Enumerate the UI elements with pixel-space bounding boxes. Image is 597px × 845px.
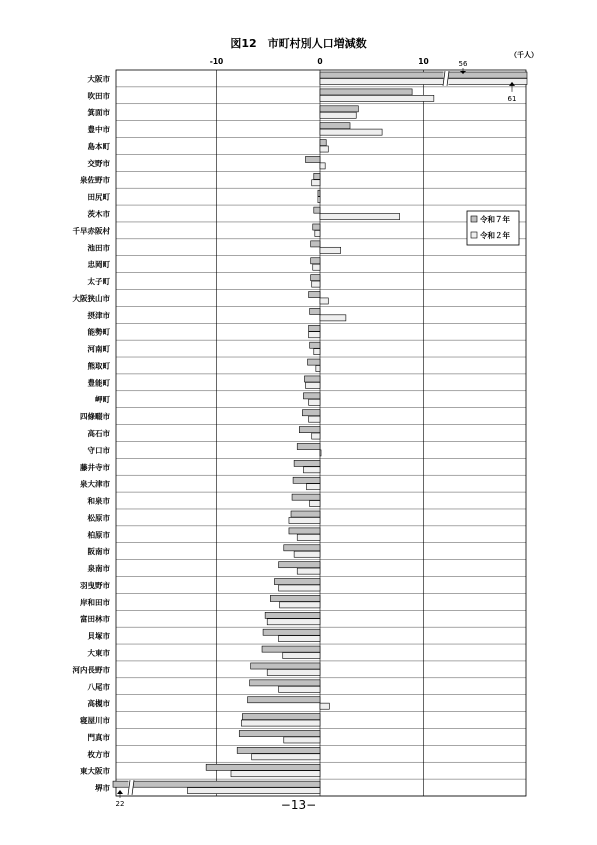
category-label: 東大阪市	[80, 766, 110, 776]
category-label: 大阪狭山市	[72, 293, 110, 303]
category-label: 阪南市	[87, 547, 110, 557]
category-label: 熊取町	[87, 361, 110, 371]
bar-r7	[320, 89, 412, 95]
category-label: 八尾市	[87, 682, 110, 692]
bar-r7	[314, 173, 320, 179]
category-label: 大東市	[87, 648, 110, 658]
bar-r2	[320, 95, 434, 101]
category-label: 高石市	[87, 429, 110, 438]
bar-r2	[312, 180, 320, 186]
category-label: 四條畷市	[80, 412, 110, 422]
bar-r7	[284, 545, 320, 551]
category-label: 吹田市	[87, 91, 110, 101]
bar-r2	[320, 163, 325, 169]
bar-r2	[310, 501, 320, 507]
category-label: 羽曳野市	[80, 580, 110, 590]
bar-r7	[270, 595, 320, 601]
bar-r2	[267, 619, 320, 625]
bar-r2	[316, 365, 320, 371]
bar-r2	[279, 686, 320, 692]
x-tick-label: 10	[418, 57, 429, 66]
bar-r2	[297, 568, 320, 574]
bar-r7	[309, 292, 320, 298]
bar-r7	[304, 376, 320, 382]
bar-r2	[312, 281, 320, 287]
category-label: 田尻町	[87, 192, 110, 202]
bar-r7	[289, 528, 320, 534]
bar-r7	[291, 511, 320, 517]
category-label: 柏原市	[87, 530, 110, 540]
bar-r7	[302, 410, 320, 416]
category-label: 忠岡町	[87, 260, 110, 270]
category-label: 岸和田市	[80, 597, 110, 607]
bar-r7	[308, 359, 320, 365]
bar-r7	[311, 241, 320, 247]
bar-r2	[280, 602, 320, 608]
page-number: −13−	[280, 798, 317, 812]
bar-r7	[303, 393, 320, 399]
annotation-label: 56	[458, 60, 468, 68]
category-label: 門真市	[87, 732, 110, 742]
category-label: 島本町	[87, 141, 110, 151]
bar-r2	[320, 146, 328, 152]
bar-r2	[303, 467, 320, 473]
bar-r7	[311, 258, 320, 264]
category-label: 能勢町	[87, 327, 110, 337]
category-label: 岬町	[95, 395, 110, 405]
bar-r2	[315, 230, 320, 236]
bar-r7	[274, 579, 320, 585]
category-label: 泉佐野市	[80, 175, 110, 185]
bar-r7	[239, 730, 320, 736]
bar-r2	[283, 652, 320, 658]
category-label: 堺市	[95, 783, 110, 793]
category-label: 枚方市	[87, 749, 110, 759]
bar-r7	[206, 764, 320, 770]
bar-r7	[242, 714, 320, 720]
bar-r2	[313, 264, 320, 270]
category-label: 摂津市	[87, 310, 110, 320]
bar-r7	[294, 460, 320, 466]
bar-r2	[320, 112, 356, 118]
category-label: 松原市	[87, 513, 110, 523]
bar-r7	[297, 443, 320, 449]
chart-title: 図12 市町村別人口増減数	[230, 37, 367, 50]
category-label: 交野市	[87, 158, 110, 168]
bar-r7	[310, 308, 320, 314]
bar-r2	[279, 585, 320, 591]
x-tick-label: 0	[317, 57, 323, 66]
bar-r2	[312, 433, 320, 439]
category-label: 太子町	[87, 277, 110, 287]
bar-r2	[188, 788, 320, 794]
category-label: 泉南市	[87, 564, 110, 574]
category-label: 守口市	[87, 445, 110, 455]
bar-r2	[318, 197, 320, 203]
bar-r7	[299, 427, 320, 433]
category-label: 寝屋川市	[80, 716, 110, 726]
legend-swatch	[471, 232, 477, 238]
bar-r2	[289, 517, 320, 523]
bar-r7	[262, 646, 320, 652]
bar-r7	[251, 663, 320, 669]
bar-r2	[252, 754, 320, 760]
bar-r2	[267, 669, 320, 675]
bar-r7	[113, 781, 320, 787]
bar-r7	[279, 562, 320, 568]
bar-r7	[318, 190, 320, 196]
category-label: 貝塚市	[87, 631, 110, 641]
category-label: 茨木市	[87, 209, 110, 219]
bar-r2	[320, 703, 329, 709]
bar-r2	[320, 78, 527, 84]
legend-label: 令和７年	[480, 215, 510, 224]
legend-label: 令和２年	[480, 231, 510, 240]
bar-r2	[309, 332, 320, 338]
bar-r2	[314, 349, 320, 355]
category-label: 豊能町	[87, 378, 110, 388]
bar-r7	[313, 224, 320, 230]
bar-r2	[306, 382, 320, 388]
bar-r7	[320, 72, 527, 78]
category-label: 藤井寺市	[80, 462, 110, 472]
bar-r7	[265, 612, 320, 618]
bar-r2	[320, 450, 321, 456]
category-label: 高槻市	[87, 699, 110, 709]
bar-r7	[306, 156, 320, 162]
bar-r7	[248, 697, 320, 703]
category-label: 泉大津市	[80, 479, 110, 489]
category-label: 箕面市	[87, 108, 110, 118]
bar-r2	[320, 214, 400, 220]
annotation-label: 22	[115, 800, 125, 808]
bar-r7	[309, 325, 320, 331]
plot-frame	[116, 70, 526, 796]
legend-swatch	[471, 216, 477, 222]
bar-r7	[320, 123, 350, 129]
bar-r7	[320, 106, 358, 112]
bar-r2	[279, 636, 320, 642]
bar-r7	[292, 494, 320, 500]
category-label: 河内長野市	[72, 665, 110, 675]
bar-r7	[237, 747, 320, 753]
bar-r2	[294, 551, 320, 557]
bar-r2	[309, 399, 320, 405]
bar-r2	[320, 129, 382, 135]
bar-r7	[293, 477, 320, 483]
bar-r2	[309, 416, 320, 422]
bar-r2	[320, 315, 346, 321]
bar-r7	[314, 207, 320, 213]
category-label: 河南町	[87, 344, 110, 354]
bar-r2	[320, 298, 328, 304]
category-label: 和泉市	[87, 496, 110, 506]
annotation-label: 61	[507, 94, 517, 103]
bar-r7	[310, 342, 320, 348]
annotation-arrow-head	[117, 790, 123, 794]
category-label: 池田市	[87, 243, 110, 253]
category-label: 豊中市	[87, 125, 110, 135]
bar-r7	[250, 680, 320, 686]
bar-r2	[307, 484, 320, 490]
bar-r2	[231, 771, 320, 777]
category-label: 富田林市	[80, 614, 110, 624]
bar-r7	[320, 140, 326, 146]
x-tick-label: -10	[209, 57, 224, 66]
bar-r2	[320, 247, 341, 253]
bar-r2	[297, 534, 320, 540]
bar-r2	[284, 737, 320, 743]
category-label: 千早赤阪村	[72, 226, 110, 236]
bar-r2	[241, 720, 320, 726]
bar-r7	[311, 275, 320, 281]
category-label: 大阪市	[87, 74, 110, 84]
unit-label: （千人）	[510, 51, 538, 59]
bar-r7	[263, 629, 320, 635]
